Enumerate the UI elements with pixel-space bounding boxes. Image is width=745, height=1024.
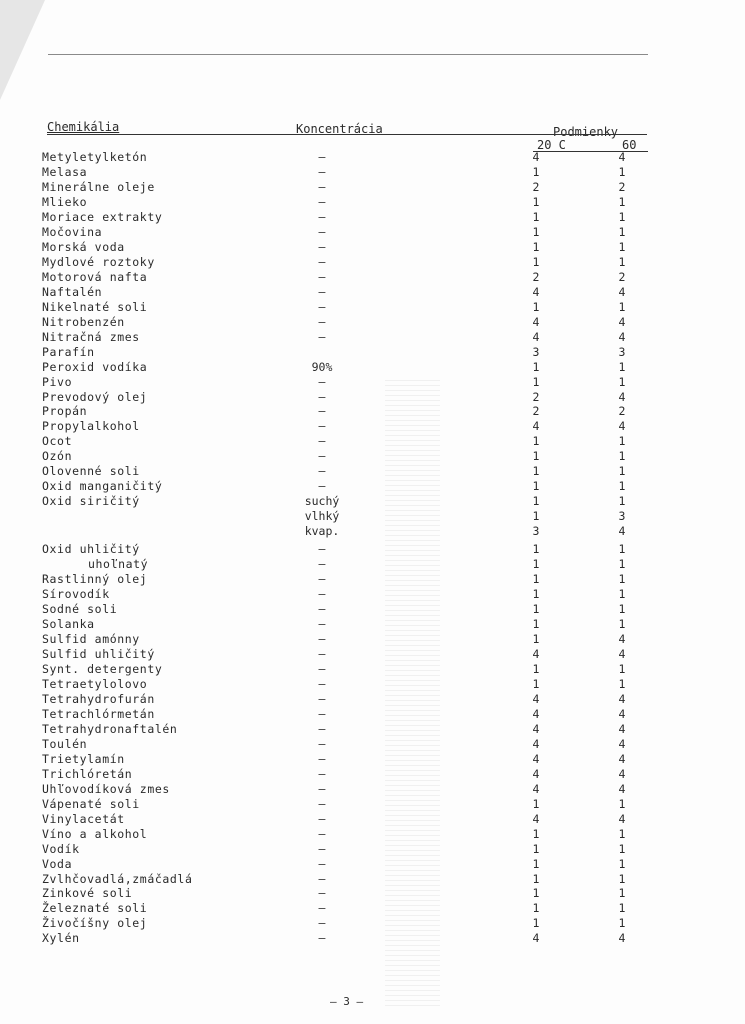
- concentration-value: –: [318, 404, 326, 419]
- rating-20c: 1: [532, 374, 540, 389]
- concentration-value: –: [318, 557, 326, 572]
- chemical-name: Peroxid vodíka: [42, 359, 148, 374]
- concentration-value: –: [318, 886, 326, 901]
- chemical-name: Voda: [42, 856, 73, 871]
- concentration-value: –: [318, 314, 326, 329]
- concentration-value: vlhký: [304, 509, 340, 524]
- rating-60c: 1: [618, 164, 626, 179]
- table-row: [0, 602, 745, 617]
- rating-20c: 1: [532, 494, 540, 509]
- column-header-conditions: Podmienky: [553, 125, 619, 139]
- rating-60c: 4: [618, 931, 626, 946]
- rating-20c: 1: [532, 299, 540, 314]
- rating-60c: 4: [618, 706, 626, 721]
- table-row: [0, 677, 745, 692]
- chemical-name: Mydlové roztoky: [42, 254, 155, 269]
- rating-60c: 1: [618, 479, 626, 494]
- chemical-name: Pivo: [42, 374, 73, 389]
- concentration-value: –: [318, 239, 326, 254]
- chemical-name: uhoľnatý: [88, 557, 149, 572]
- rating-60c: 4: [618, 721, 626, 736]
- rating-20c: 1: [532, 209, 540, 224]
- rating-20c: 4: [532, 150, 540, 164]
- table-row: [0, 345, 745, 360]
- concentration-value: –: [318, 464, 326, 479]
- rating-20c: 4: [532, 419, 540, 434]
- table-row: [0, 210, 745, 225]
- table-row: [0, 419, 745, 434]
- rating-20c: 1: [532, 602, 540, 617]
- rating-20c: 1: [532, 164, 540, 179]
- concentration-value: –: [318, 434, 326, 449]
- chemical-name: Vápenaté soli: [42, 796, 140, 811]
- rating-60c: 3: [618, 509, 626, 524]
- rating-20c: 1: [532, 796, 540, 811]
- chemical-name: Tetraetylolovo: [42, 676, 148, 691]
- table-row: [0, 931, 745, 946]
- rating-60c: 1: [618, 224, 626, 239]
- concentration-value: –: [318, 389, 326, 404]
- rating-60c: 1: [618, 796, 626, 811]
- table-row: [0, 842, 745, 857]
- chemical-name: Močovina: [42, 224, 103, 239]
- chemical-name: Solanka: [42, 617, 95, 632]
- rating-20c: 1: [532, 916, 540, 931]
- table-row: [0, 330, 745, 345]
- concentration-value: –: [318, 374, 326, 389]
- chemical-name: Zinkové soli: [42, 886, 133, 901]
- chemical-name: Naftalén: [42, 284, 103, 299]
- rating-60c: 1: [618, 494, 626, 509]
- table-row: [0, 901, 745, 916]
- concentration-value: –: [318, 736, 326, 751]
- chemical-name: Parafín: [42, 344, 95, 359]
- table-row: [0, 662, 745, 677]
- table-row: [0, 557, 745, 572]
- rating-20c: 1: [532, 224, 540, 239]
- table-row: [0, 464, 745, 479]
- concentration-value: –: [318, 284, 326, 299]
- rating-60c: 4: [618, 811, 626, 826]
- chemical-name: Propylalkohol: [42, 419, 140, 434]
- chemical-name: Oxid uhličitý: [42, 542, 140, 557]
- chemical-name: Sírovodík: [42, 587, 110, 602]
- table-row: [0, 240, 745, 255]
- chemical-name: Mlieko: [42, 194, 88, 209]
- concentration-value: –: [318, 796, 326, 811]
- rating-60c: 1: [618, 449, 626, 464]
- chemical-name: Oxid siričitý: [42, 494, 140, 509]
- rating-20c: 4: [532, 811, 540, 826]
- concentration-value: –: [318, 542, 326, 557]
- rating-60c: 4: [618, 389, 626, 404]
- table-row: [0, 255, 745, 270]
- table-row: [0, 360, 745, 375]
- concentration-value: –: [318, 646, 326, 661]
- table-row: [0, 767, 745, 782]
- rating-20c: 1: [532, 587, 540, 602]
- rating-20c: 4: [532, 781, 540, 796]
- chemical-name: Synt. detergenty: [42, 661, 163, 676]
- rating-60c: 1: [618, 602, 626, 617]
- rating-60c: 1: [618, 464, 626, 479]
- concentration-value: –: [318, 901, 326, 916]
- resistance-table: [0, 150, 745, 946]
- rating-20c: 1: [532, 841, 540, 856]
- table-row: [0, 752, 745, 767]
- rating-20c: 1: [532, 632, 540, 646]
- concentration-value: –: [318, 269, 326, 284]
- column-header-temp-20: 20 C: [537, 138, 566, 152]
- rating-60c: 4: [618, 781, 626, 796]
- table-row: [0, 434, 745, 449]
- concentration-value: –: [318, 691, 326, 706]
- table-row: [0, 285, 745, 300]
- concentration-value: –: [318, 706, 326, 721]
- concentration-value: –: [318, 811, 326, 826]
- rating-20c: 2: [532, 179, 540, 194]
- page-number: – 3 –: [330, 995, 364, 1008]
- rating-20c: 1: [532, 871, 540, 886]
- chemical-name: Moriace extrakty: [42, 209, 163, 224]
- table-row: [0, 737, 745, 752]
- concentration-value: –: [318, 602, 326, 617]
- rating-60c: 1: [618, 299, 626, 314]
- concentration-value: –: [318, 617, 326, 632]
- rating-20c: 1: [532, 254, 540, 269]
- rating-20c: 2: [532, 404, 540, 419]
- concentration-value: –: [318, 661, 326, 676]
- table-row: [0, 812, 745, 827]
- chemical-name: Sodné soli: [42, 602, 118, 617]
- table-row: [0, 722, 745, 737]
- rating-20c: 1: [532, 826, 540, 841]
- rating-60c: 1: [618, 557, 626, 572]
- chemical-name: Uhľovodíková zmes: [42, 781, 170, 796]
- concentration-value: –: [318, 479, 326, 494]
- rating-20c: 1: [532, 856, 540, 871]
- rating-60c: 2: [618, 404, 626, 419]
- rating-60c: 1: [618, 587, 626, 602]
- chemical-name: Zvlhčovadlá,zmáčadlá: [42, 871, 193, 886]
- rating-60c: 4: [618, 314, 626, 329]
- rating-60c: 4: [618, 329, 626, 344]
- rating-20c: 1: [532, 449, 540, 464]
- chemical-name: Tetrahydronaftalén: [42, 721, 178, 736]
- rating-60c: 1: [618, 542, 626, 557]
- rating-60c: 1: [618, 916, 626, 931]
- table-row: [0, 572, 745, 587]
- concentration-value: –: [318, 841, 326, 856]
- table-row: [0, 195, 745, 210]
- rating-60c: 1: [618, 617, 626, 632]
- table-row: [0, 315, 745, 330]
- rating-20c: 4: [532, 329, 540, 344]
- rating-60c: 4: [618, 646, 626, 661]
- concentration-value: –: [318, 419, 326, 434]
- rating-20c: 4: [532, 766, 540, 781]
- rating-60c: 4: [618, 691, 626, 706]
- rating-60c: 1: [618, 871, 626, 886]
- rating-20c: 1: [532, 661, 540, 676]
- chemical-name: Ocot: [42, 434, 73, 449]
- rating-60c: 1: [618, 254, 626, 269]
- concentration-value: –: [318, 179, 326, 194]
- concentration-value: –: [318, 299, 326, 314]
- concentration-value: –: [318, 194, 326, 209]
- rating-60c: 1: [618, 661, 626, 676]
- rating-60c: 1: [618, 901, 626, 916]
- table-row: [0, 872, 745, 887]
- concentration-value: –: [318, 209, 326, 224]
- chemical-name: Metyletylketón: [42, 150, 148, 164]
- rating-20c: 3: [532, 344, 540, 359]
- concentration-value: –: [318, 632, 326, 646]
- chemical-name: Víno a alkohol: [42, 826, 148, 841]
- table-row: [0, 524, 745, 539]
- rating-60c: 4: [618, 284, 626, 299]
- chemical-name: Sulfid amónny: [42, 632, 140, 646]
- rating-20c: 1: [532, 617, 540, 632]
- concentration-value: –: [318, 721, 326, 736]
- concentration-value: –: [318, 224, 326, 239]
- chemical-name: Morská voda: [42, 239, 125, 254]
- rating-20c: 1: [532, 434, 540, 449]
- rating-20c: 1: [532, 464, 540, 479]
- concentration-value: –: [318, 781, 326, 796]
- concentration-value: –: [318, 856, 326, 871]
- rating-20c: 1: [532, 572, 540, 587]
- rating-20c: 1: [532, 479, 540, 494]
- concentration-value: –: [318, 329, 326, 344]
- table-row: [0, 587, 745, 602]
- rating-20c: 1: [532, 194, 540, 209]
- rating-60c: 1: [618, 239, 626, 254]
- rating-60c: 4: [618, 632, 626, 646]
- table-row: [0, 632, 745, 647]
- rating-20c: 4: [532, 646, 540, 661]
- chemical-name: Tetrahydrofurán: [42, 691, 155, 706]
- rating-20c: 1: [532, 901, 540, 916]
- column-header-temp-60: 60: [622, 138, 637, 152]
- chemical-name: Vodík: [42, 841, 80, 856]
- table-row: [0, 782, 745, 797]
- rating-20c: 2: [532, 389, 540, 404]
- rating-20c: 1: [532, 557, 540, 572]
- table-row: [0, 494, 745, 509]
- concentration-value: kvap.: [304, 524, 340, 539]
- chemical-name: Olovenné soli: [42, 464, 140, 479]
- rating-60c: 1: [618, 676, 626, 691]
- concentration-value: –: [318, 916, 326, 931]
- rating-60c: 4: [618, 766, 626, 781]
- table-row: [0, 449, 745, 464]
- table-row: [0, 165, 745, 180]
- chemical-name: Trietylamín: [42, 751, 125, 766]
- chemical-name: Xylén: [42, 931, 80, 946]
- chemical-name: Minerálne oleje: [42, 179, 155, 194]
- chemical-name: Propán: [42, 404, 88, 419]
- table-row: [0, 390, 745, 405]
- concentration-value: –: [318, 766, 326, 781]
- concentration-value: –: [318, 150, 326, 164]
- concentration-value: –: [318, 871, 326, 886]
- chemical-name: Tetrachlórmetán: [42, 706, 155, 721]
- chemical-name: Rastlinný olej: [42, 572, 148, 587]
- rating-60c: 1: [618, 826, 626, 841]
- concentration-value: –: [318, 751, 326, 766]
- concentration-value: –: [318, 572, 326, 587]
- rating-60c: 1: [618, 572, 626, 587]
- table-row: [0, 404, 745, 419]
- concentration-value: 90%: [311, 359, 333, 374]
- table-row: [0, 225, 745, 240]
- table-row: [0, 542, 745, 557]
- concentration-value: –: [318, 254, 326, 269]
- concentration-value: –: [318, 449, 326, 464]
- rating-20c: 4: [532, 751, 540, 766]
- table-row: [0, 916, 745, 931]
- rating-20c: 4: [532, 736, 540, 751]
- table-row: [0, 617, 745, 632]
- top-divider: [48, 54, 648, 55]
- rating-20c: 1: [532, 886, 540, 901]
- rating-20c: 1: [532, 239, 540, 254]
- chemical-name: Prevodový olej: [42, 389, 148, 404]
- rating-20c: 3: [532, 524, 540, 539]
- chemical-name: Nitračná zmes: [42, 329, 140, 344]
- concentration-value: –: [318, 931, 326, 946]
- table-row: [0, 692, 745, 707]
- chemical-name: Nitrobenzén: [42, 314, 125, 329]
- rating-20c: 4: [532, 284, 540, 299]
- column-header-chemical: Chemikália: [47, 120, 120, 134]
- rating-20c: 4: [532, 721, 540, 736]
- rating-60c: 4: [618, 524, 626, 539]
- rating-60c: 4: [618, 419, 626, 434]
- concentration-value: –: [318, 826, 326, 841]
- header-underline: [47, 134, 647, 135]
- rating-20c: 1: [532, 676, 540, 691]
- chemical-name: Železnaté soli: [42, 901, 148, 916]
- rating-60c: 4: [618, 150, 626, 164]
- table-row: [0, 270, 745, 285]
- table-row: [0, 375, 745, 390]
- rating-60c: 2: [618, 179, 626, 194]
- chemical-name: Toulén: [42, 736, 88, 751]
- chemical-name: Sulfid uhličitý: [42, 646, 155, 661]
- rating-60c: 3: [618, 344, 626, 359]
- concentration-value: –: [318, 676, 326, 691]
- rating-60c: 1: [618, 194, 626, 209]
- chemical-name: Trichlóretán: [42, 766, 133, 781]
- column-header-concentration: Koncentrácia: [296, 122, 383, 136]
- chemical-name: Vinylacetát: [42, 811, 125, 826]
- chemical-name: Oxid manganičitý: [42, 479, 163, 494]
- chemical-name: Melasa: [42, 164, 88, 179]
- rating-60c: 1: [618, 374, 626, 389]
- rating-20c: 4: [532, 691, 540, 706]
- table-row: [0, 300, 745, 315]
- folded-corner: [0, 0, 45, 100]
- rating-20c: 1: [532, 542, 540, 557]
- rating-60c: 2: [618, 269, 626, 284]
- concentration-value: –: [318, 164, 326, 179]
- concentration-value: –: [318, 587, 326, 602]
- rating-20c: 4: [532, 314, 540, 329]
- table-row: [0, 647, 745, 662]
- rating-60c: 1: [618, 841, 626, 856]
- chemical-name: Ozón: [42, 449, 73, 464]
- table-row: [0, 479, 745, 494]
- rating-60c: 1: [618, 209, 626, 224]
- rating-60c: 4: [618, 751, 626, 766]
- rating-60c: 1: [618, 359, 626, 374]
- chemical-name: Nikelnaté soli: [42, 299, 148, 314]
- table-row: [0, 857, 745, 872]
- chemical-name: Motorová nafta: [42, 269, 148, 284]
- chemical-name: Živočíšny olej: [42, 916, 148, 931]
- rating-60c: 4: [618, 736, 626, 751]
- rating-60c: 1: [618, 434, 626, 449]
- table-row: [0, 180, 745, 195]
- table-row: [0, 827, 745, 842]
- rating-20c: 4: [532, 706, 540, 721]
- rating-20c: 1: [532, 509, 540, 524]
- table-row: [0, 509, 745, 524]
- table-row: [0, 886, 745, 901]
- table-row: [0, 707, 745, 722]
- rating-20c: 4: [532, 931, 540, 946]
- table-row: [0, 797, 745, 812]
- rating-60c: 1: [618, 886, 626, 901]
- rating-20c: 1: [532, 359, 540, 374]
- table-row: [0, 150, 745, 165]
- rating-60c: 1: [618, 856, 626, 871]
- concentration-value: suchý: [304, 494, 340, 509]
- rating-20c: 2: [532, 269, 540, 284]
